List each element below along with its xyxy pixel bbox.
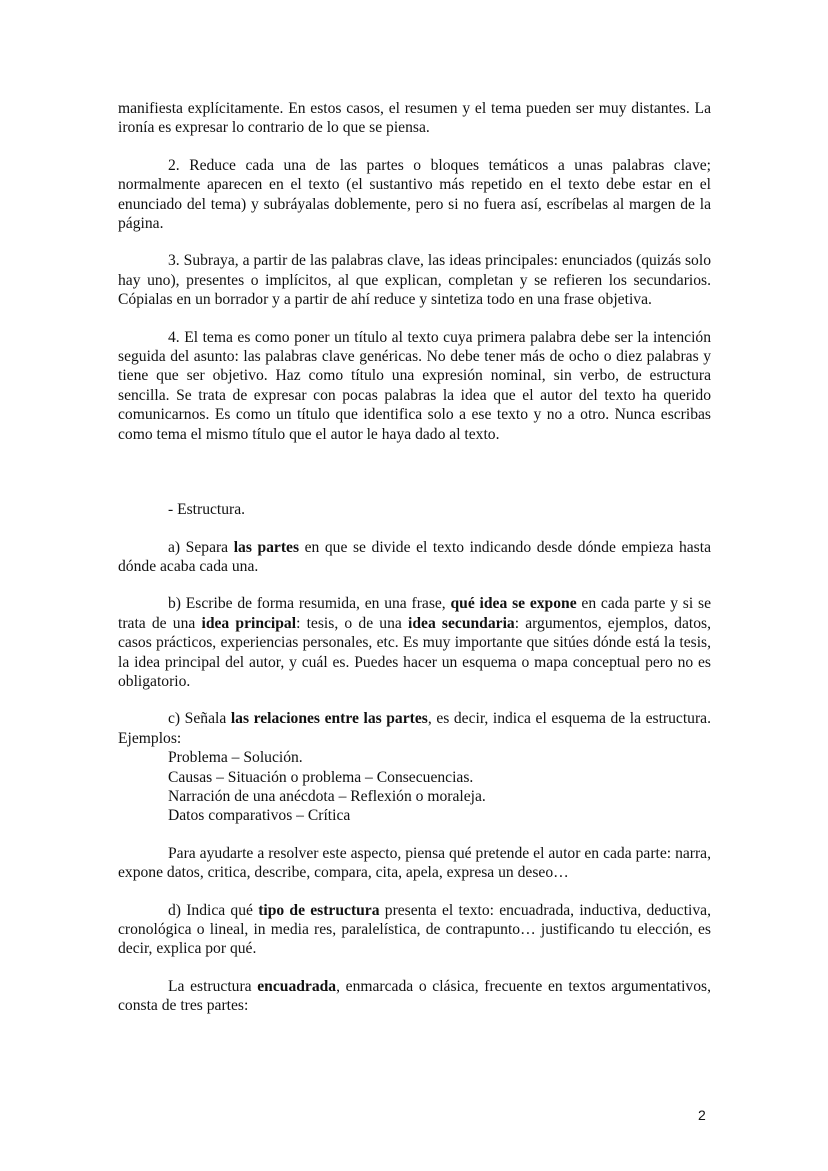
item-d-text-2: presenta el texto: encuadrada, inductiva, deductiva, cronológica o lineal, in media res, paralelística, de contrapunto… justificando tu elección, es decir, explica por qué. xyxy=(118,901,711,958)
item-d-text-1: d) Indica qué xyxy=(168,901,259,919)
encuadrada-paragraph xyxy=(118,977,711,1016)
step-4-paragraph: 4. El tema es como poner un título al texto cuya primera palabra debe ser la intención seguida del asunto: las palabras clave genéricas. No debe tener más de ocho o diez palabras y tiene que ser objetivo. Haz como título una expresión nominal, sin verbo, de estructura sencilla. Se trata de expresar con pocas palabras la idea que el autor del texto ha querido comunicarnos. Es como un título que identifica solo a ese texto y no a otro. Nunca escribas como tema el mismo título que el autor le haya dado al texto. xyxy=(118,328,711,443)
item-c-text-1: c) Señala xyxy=(168,710,231,728)
step-3-paragraph: 3. Subraya, a partir de las palabras clave, las ideas principales: enunciados (quizás solo hay uno), presentes o implícitos, al que explican, completan y se refieren los secundarios. Cópialas en un borrador y a partir de ahí reduce y sintetiza todo en una frase objetiva. xyxy=(118,252,711,309)
structure-example: Causas – Situación o problema – Consecuencias. xyxy=(168,768,474,786)
step-2-paragraph: 2. Reduce cada una de las partes o bloques temáticos a unas palabras clave; normalmente aparecen en el texto (el sustantivo más repetido en el texto debe estar en el enunciado del tema) y subráyalas doblemente, pero si no fuera así, escríbelas al margen de la página. xyxy=(118,156,711,233)
item-a-paragraph xyxy=(118,538,711,577)
item-b-bold-2: idea principal xyxy=(201,614,297,632)
structure-examples-list xyxy=(168,748,711,826)
item-b-bold-3: idea secundaria xyxy=(408,614,515,632)
item-d-bold-1: tipo de estructura xyxy=(258,901,380,919)
spacer xyxy=(118,462,711,500)
help-paragraph: Para ayudarte a resolver este aspecto, piensa qué pretende el autor en cada parte: narra, expone datos, critica, describe, compara, cita, apela, expresa un deseo… xyxy=(118,844,711,882)
structure-example: Datos comparativos – Crítica xyxy=(168,807,351,825)
section-heading: - Estructura. xyxy=(168,501,246,519)
item-c-bold-1: las relaciones entre las partes xyxy=(230,710,428,728)
item-b-text-2: en cada parte y si se trata de una xyxy=(118,595,711,632)
item-b-text-1: b) Escribe de forma resumida, en una frase, xyxy=(168,595,451,613)
structure-example: Problema – Solución. xyxy=(168,749,303,767)
encuadrada-bold-1: encuadrada xyxy=(257,977,337,995)
item-a-text-2: en que se divide el texto indicando desde dónde empieza hasta dónde acaba cada una. xyxy=(118,538,712,575)
document-page xyxy=(118,99,711,1034)
item-b-bold-1: qué idea se expone xyxy=(450,595,577,613)
encuadrada-text-1: La estructura xyxy=(168,977,258,995)
structure-example: Narración de una anécdota – Reflexión o moraleja. xyxy=(168,787,486,805)
item-b-text-3: : tesis, o de una xyxy=(296,614,409,632)
item-b-paragraph xyxy=(118,594,711,691)
intro-paragraph: manifiesta explícitamente. En estos casos, el resumen y el tema pueden ser muy distantes. La ironía es expresar lo contrario de lo que se piensa. xyxy=(118,100,711,137)
page-number: 2 xyxy=(698,1107,706,1123)
item-a-bold-1: las partes xyxy=(233,538,300,556)
item-c-paragraph xyxy=(118,709,711,748)
item-c-block xyxy=(118,709,711,825)
item-b-text-4: : argumentos, ejemplos, datos, casos prácticos, experiencias personales, etc. Es muy importante que sitúes dónde está la tesis, la idea principal del autor, y cuál es. Puedes hacer un esquema o mapa conceptual pero no es obligatorio. xyxy=(118,614,711,690)
item-a-text-1: a) Separa xyxy=(168,538,234,556)
item-d-paragraph xyxy=(118,901,711,959)
item-c-text-2: , es decir, indica el esquema de la estructura. Ejemplos: xyxy=(118,710,711,747)
encuadrada-text-2: , enmarcada o clásica, frecuente en textos argumentativos, consta de tres partes: xyxy=(118,977,711,1015)
